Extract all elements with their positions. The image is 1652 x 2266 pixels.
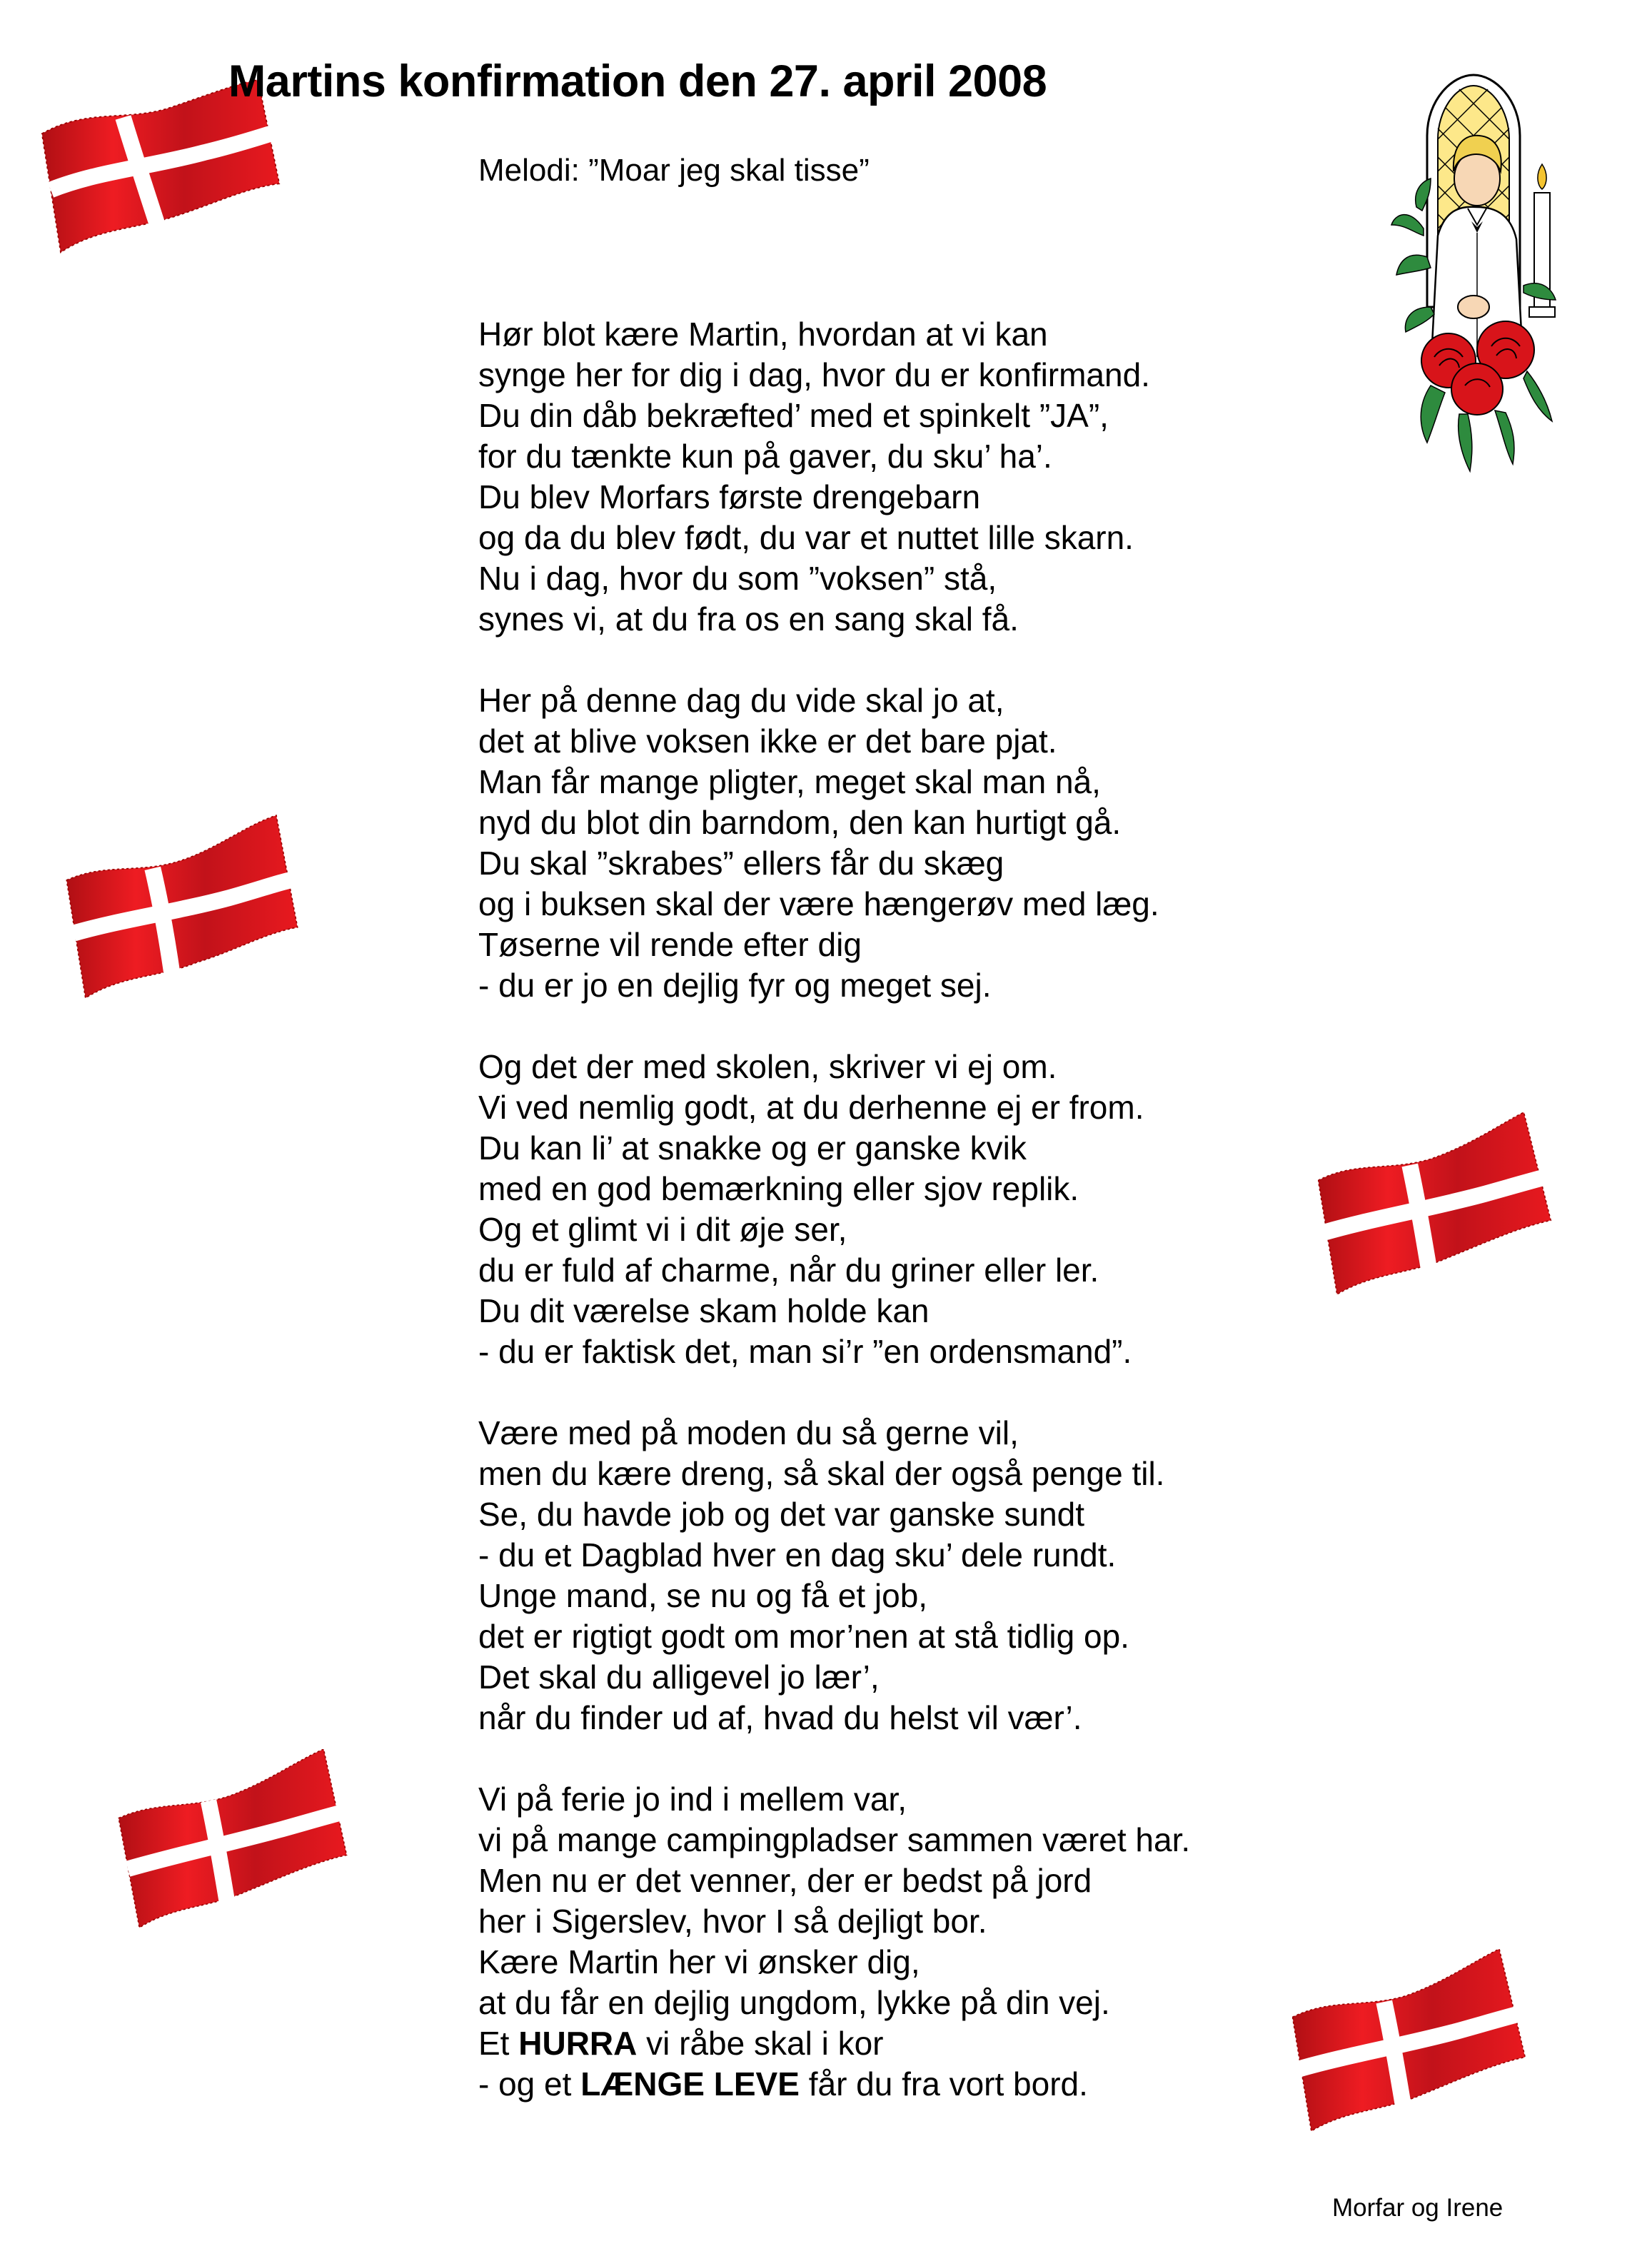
poem-line: Være med på moden du så gerne vil, <box>478 1414 1019 1451</box>
poem-line: Kære Martin her vi ønsker dig, <box>478 1943 920 1980</box>
poem-line: her i Sigerslev, hvor I så dejligt bor. <box>478 1903 987 1940</box>
poem-line: Og det der med skolen, skriver vi ej om. <box>478 1048 1057 1085</box>
poem <box>478 314 1190 2145</box>
poem-line <box>478 2064 1190 2105</box>
poem-line: Her på denne dag du vide skal jo at, <box>478 682 1004 719</box>
poem-line: - du et Dagblad hver en dag sku’ dele rundt. <box>478 1536 1117 1573</box>
poem-line: når du finder ud af, hvad du helst vil vær’. <box>478 1699 1082 1736</box>
poem-line: med en god bemærkning eller sjov replik. <box>478 1170 1079 1207</box>
stanza <box>478 1047 1190 1372</box>
poem-line: Du blev Morfars første drengebarn <box>478 478 981 515</box>
poem-line: Vi på ferie jo ind i mellem var, <box>478 1781 907 1818</box>
poem-line: det at blive voksen ikke er det bare pjat. <box>478 722 1057 760</box>
poem-line: synes vi, at du fra os en sang skal få. <box>478 600 1019 638</box>
poem-line: Du dit værelse skam holde kan <box>478 1292 930 1329</box>
poem-line <box>478 2023 1190 2064</box>
poem-line: Vi ved nemlig godt, at du derhenne ej er from. <box>478 1089 1144 1126</box>
poem-line: men du kære dreng, så skal der også penge til. <box>478 1455 1165 1492</box>
poem-line: Se, du havde job og det var ganske sundt <box>478 1496 1085 1533</box>
danish-flag-icon <box>118 1749 350 1928</box>
stanza <box>478 1779 1190 2105</box>
poem-line: nyd du blot din barndom, den kan hurtigt gå. <box>478 804 1122 841</box>
poem-text: vi råbe skal i kor <box>637 2025 884 2062</box>
melody-line: Melodi: ”Moar jeg skal tisse” <box>478 153 870 188</box>
poem-line: Men nu er det venner, der er bedst på jord <box>478 1862 1092 1899</box>
signature: Morfar og Irene <box>1332 2194 1504 2222</box>
poem-line: Du kan li’ at snakke og er ganske kvik <box>478 1129 1027 1167</box>
danish-flag-icon <box>1318 1112 1553 1294</box>
poem-line: Du din dåb bekræfted’ med et spinkelt ”JA”, <box>478 397 1109 434</box>
poem-line: Du skal ”skrabes” ellers får du skæg <box>478 845 1004 882</box>
danish-flag-icon <box>64 814 300 999</box>
poem-line: du er fuld af charme, når du griner eller ler. <box>478 1252 1099 1289</box>
poem-line: for du tænkte kun på gaver, du sku’ ha’. <box>478 438 1052 475</box>
stanza <box>478 680 1190 1006</box>
poem-line: at du får en dejlig ungdom, lykke på din vej. <box>478 1984 1110 2021</box>
poem-line: Og et glimt vi i dit øje ser, <box>478 1211 847 1248</box>
poem-text: - og et <box>478 2065 581 2103</box>
poem-line: det er rigtigt godt om mor’nen at stå tidlig op. <box>478 1618 1129 1655</box>
stanza <box>478 1413 1190 1738</box>
poem-line: Unge mand, se nu og få et job, <box>478 1577 928 1614</box>
poem-line: Det skal du alligevel jo lær’, <box>478 1658 880 1696</box>
poem-line: synge her for dig i dag, hvor du er konfirmand. <box>478 356 1150 393</box>
poem-line: og i buksen skal der være hængerøv med læg. <box>478 885 1159 922</box>
page-title: Martins konfirmation den 27. april 2008 <box>228 56 1047 106</box>
danish-flag-icon <box>1292 1949 1528 2131</box>
poem-line: vi på mange campingpladser sammen været har. <box>478 1821 1191 1858</box>
poem-line: Man får mange pligter, meget skal man nå, <box>478 763 1101 800</box>
poem-emphasis: LÆNGE LEVE <box>580 2065 800 2103</box>
poem-line: Tøserne vil rende efter dig <box>478 926 862 963</box>
poem-line: - du er jo en dejlig fyr og meget sej. <box>478 967 992 1004</box>
stanza <box>478 314 1190 640</box>
poem-line: - du er faktisk det, man si’r ”en ordensmand”. <box>478 1333 1132 1370</box>
poem-line: Nu i dag, hvor du som ”voksen” stå, <box>478 560 997 597</box>
poem-emphasis: HURRA <box>518 2025 638 2062</box>
poem-text: får du fra vort bord. <box>799 2065 1088 2103</box>
confirmand-illustration <box>1388 71 1563 474</box>
poem-text: Et <box>478 2025 519 2062</box>
poem-line: og da du blev født, du var et nuttet lille skarn. <box>478 519 1134 556</box>
poem-line: Hør blot kære Martin, hvordan at vi kan <box>478 316 1048 353</box>
